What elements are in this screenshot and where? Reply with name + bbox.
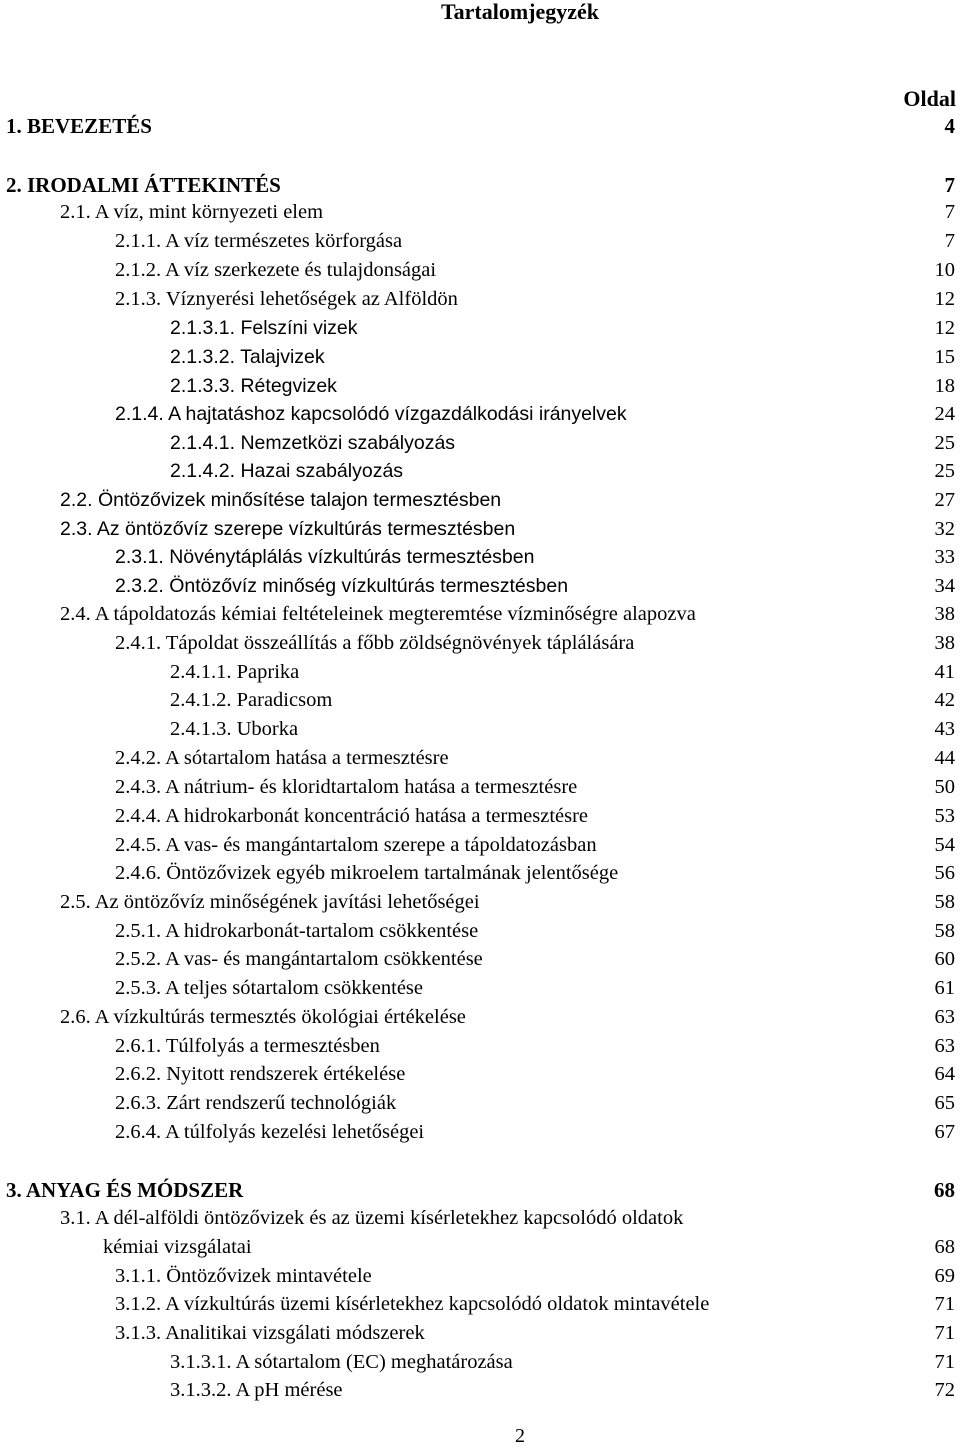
toc-entry-label: 3.1.2. A vízkultúrás üzemi kísérletekhez kapcsolódó oldatok mintavétele — [115, 1293, 710, 1315]
toc-entry-page: 33 — [934, 546, 955, 568]
toc-entry-page: 43 — [934, 718, 955, 740]
toc-entry-page: 50 — [934, 776, 955, 798]
toc-entry-page: 34 — [934, 575, 955, 597]
page-title: Tartalomjegyzék — [440, 0, 600, 24]
toc-entry-label: 2.4.4. A hidrokarbonát koncentráció hatása a termesztésre — [115, 805, 589, 827]
toc-entry-label: 2.6.2. Nyitott rendszerek értékelése — [115, 1063, 406, 1085]
toc-entry-page: 44 — [934, 747, 955, 769]
toc-entry — [0, 486, 960, 515]
toc-entry-label: 2.1.3. Víznyerési lehetőségek az Alföldön — [115, 288, 458, 310]
toc-entry-page: 7 — [944, 173, 955, 197]
toc-entry-label: 2.5.3. A teljes sótartalom csökkentése — [115, 977, 424, 999]
toc-entry-label: 2.6.1. Túlfolyás a termesztésben — [115, 1035, 380, 1057]
toc-entry-label: 2.1.3.1. Felszíni vizek — [170, 317, 358, 339]
toc-entry — [0, 600, 960, 629]
page-number: 2 — [515, 1425, 525, 1447]
toc-entry-page: 61 — [934, 977, 955, 999]
toc-entry-page: 71 — [934, 1322, 955, 1344]
toc-entry-label: 2.1. A víz, mint környezeti elem — [60, 201, 324, 223]
toc-entry-label: 2.5.1. A hidrokarbonát-tartalom csökkentése — [115, 920, 479, 942]
toc-entry — [0, 945, 960, 974]
toc-entry-label: 2.1.4. A hajtatáshoz kapcsolódó vízgazdálkodási irányelvek — [115, 403, 627, 425]
toc-entry-page: 72 — [934, 1379, 955, 1401]
toc-entry-label: 2. IRODALMI ÁTTEKINTÉS — [6, 173, 281, 197]
toc-entry-page: 54 — [934, 834, 955, 856]
toc-entry — [0, 859, 960, 888]
toc-entry — [0, 1376, 960, 1405]
toc-entry — [0, 1262, 960, 1291]
toc-entry-label: 2.5.2. A vas- és mangántartalom csökkentése — [115, 948, 483, 970]
toc-entry-page: 32 — [934, 518, 955, 540]
toc-entry-label: 3.1.3. Analitikai vizsgálati módszerek — [115, 1322, 425, 1344]
toc-entry-label: 2.4.1.3. Uborka — [170, 718, 299, 740]
toc-entry-page: 63 — [934, 1035, 955, 1057]
toc-entry-label: 2.4.1. Tápoldat összeállítás a főbb zöldségnövények táplálására — [115, 632, 635, 654]
toc-entry — [0, 802, 960, 831]
toc-entry-label: 2.5. Az öntözővíz minőségének javítási lehetőségei — [60, 891, 480, 913]
toc-entry-page: 24 — [934, 403, 955, 425]
toc-entry-label: 1. BEVEZETÉS — [6, 114, 152, 138]
toc-entry-page: 68 — [934, 1178, 955, 1202]
toc-entry-page: 27 — [934, 489, 955, 511]
toc-entry-label: 2.4.3. A nátrium- és kloridtartalom hatása a termesztésre — [115, 776, 578, 798]
toc-entry — [0, 1204, 960, 1233]
toc-entry-label: 3.1.1. Öntözővizek mintavétele — [115, 1265, 372, 1287]
toc-entry-label: 2.4.6. Öntözővizek egyéb mikroelem tartalmának jelentősége — [115, 862, 619, 884]
toc-entry-page: 60 — [934, 948, 955, 970]
toc-entry-label: kémiai vizsgálatai — [103, 1236, 252, 1258]
toc-entry-page: 25 — [934, 432, 955, 454]
toc-entry — [0, 343, 960, 372]
toc-entry-page: 71 — [934, 1351, 955, 1373]
toc-entry-label: 2.6.4. A túlfolyás kezelési lehetőségei — [115, 1121, 425, 1143]
toc-entry-page: 38 — [934, 632, 955, 654]
toc-entry-label: 2.2. Öntözővizek minősítése talajon termesztésben — [60, 489, 502, 511]
toc-entry — [0, 1118, 960, 1147]
toc-entry-label: 2.3.1. Növénytáplálás vízkultúrás termesztésben — [115, 546, 535, 568]
toc-entry — [0, 629, 960, 658]
toc-entry-label: 2.1.4.2. Hazai szabályozás — [170, 460, 404, 482]
toc-entry — [0, 112, 960, 141]
toc-entry-label: 2.6.3. Zárt rendszerű technológiák — [115, 1092, 397, 1114]
toc-entry-page: 18 — [934, 375, 955, 397]
toc-entry — [0, 1060, 960, 1089]
toc-entry — [0, 715, 960, 744]
toc-entry-label: 3.1.3.2. A pH mérése — [170, 1379, 343, 1401]
toc-entry-page: 58 — [934, 891, 955, 913]
toc-entry — [0, 515, 960, 544]
toc-entry-label: 2.1.3.3. Rétegvizek — [170, 375, 337, 397]
toc-entry-page: 7 — [944, 201, 955, 223]
toc-entry — [0, 543, 960, 572]
toc-entry — [0, 457, 960, 486]
toc-entry — [0, 1233, 960, 1262]
toc-entry-page: 69 — [934, 1265, 955, 1287]
toc-entry — [0, 744, 960, 773]
toc-entry — [0, 1032, 960, 1061]
toc-entry-page: 15 — [934, 346, 955, 368]
toc-entry — [0, 227, 960, 256]
toc-entry — [0, 1348, 960, 1377]
toc-entry — [0, 917, 960, 946]
toc-entry-page: 53 — [934, 805, 955, 827]
toc-entry — [0, 429, 960, 458]
toc-entry-page: 56 — [934, 862, 955, 884]
toc-entry-page: 65 — [934, 1092, 955, 1114]
toc-entry — [0, 686, 960, 715]
toc-entry — [0, 888, 960, 917]
toc-entry-label: 2.3. Az öntözővíz szerepe vízkultúrás termesztésben — [60, 518, 516, 540]
toc-entry-label: 2.4.5. A vas- és mangántartalom szerepe a tápoldatozásban — [115, 834, 597, 856]
toc-entry-label: 3.1. A dél-alföldi öntözővizek és az üzemi kísérletekhez kapcsolódó oldatok — [60, 1207, 684, 1229]
toc-entry-page: 71 — [934, 1293, 955, 1315]
toc-entry-label: 3.1.3.1. A sótartalom (EC) meghatározása — [170, 1351, 513, 1373]
toc-entry-label: 2.4.2. A sótartalom hatása a termesztésre — [115, 747, 449, 769]
toc-entry — [0, 1176, 960, 1205]
toc-entry — [0, 285, 960, 314]
toc-entry — [0, 1319, 960, 1348]
toc-entry-label: 2.1.3.2. Talajvizek — [170, 346, 325, 368]
toc-entry — [0, 1089, 960, 1118]
toc-entry-page: 7 — [944, 230, 955, 252]
toc-entry-page: 42 — [934, 689, 955, 711]
page-column-header: Oldal — [903, 86, 956, 111]
toc-entry-label: 3. ANYAG ÉS MÓDSZER — [6, 1178, 244, 1202]
toc-entry — [0, 974, 960, 1003]
toc-entry — [0, 171, 960, 200]
toc-entry-page: 4 — [944, 114, 955, 138]
toc-entry — [0, 658, 960, 687]
toc-entry — [0, 831, 960, 860]
toc-entry — [0, 773, 960, 802]
toc-entry-page: 10 — [934, 259, 955, 281]
toc-entry-page: 67 — [934, 1121, 955, 1143]
toc-entry — [0, 256, 960, 285]
toc-entry-label: 2.1.4.1. Nemzetközi szabályozás — [170, 432, 456, 454]
toc-entry — [0, 314, 960, 343]
toc-entry-page: 58 — [934, 920, 955, 942]
toc-entry-page: 12 — [934, 317, 955, 339]
toc-entry-page: 63 — [934, 1006, 955, 1028]
toc-entry — [0, 572, 960, 601]
toc-entry — [0, 1003, 960, 1032]
toc-entry — [0, 198, 960, 227]
toc-entry-label: 2.1.2. A víz szerkezete és tulajdonságai — [115, 259, 437, 281]
toc-entry-label: 2.6. A vízkultúrás termesztés ökológiai értékelése — [60, 1006, 466, 1028]
toc-entry — [0, 400, 960, 429]
toc-entry-page: 25 — [934, 460, 955, 482]
toc-entry-label: 2.1.1. A víz természetes körforgása — [115, 230, 403, 252]
toc-entry — [0, 372, 960, 401]
toc-entry-label: 2.4.1.1. Paprika — [170, 661, 300, 683]
toc-entry-page: 12 — [934, 288, 955, 310]
toc-entry-page: 64 — [934, 1063, 955, 1085]
toc-entry-page: 38 — [934, 603, 955, 625]
toc-entry — [0, 1290, 960, 1319]
toc-entry-page: 41 — [934, 661, 955, 683]
toc-entry-label: 2.4. A tápoldatozás kémiai feltételeinek megteremtése vízminőségre alapozva — [60, 603, 696, 625]
toc-entry-label: 2.3.2. Öntözővíz minőség vízkultúrás termesztésben — [115, 575, 569, 597]
toc-entry-label: 2.4.1.2. Paradicsom — [170, 689, 333, 711]
toc-entry-page: 68 — [934, 1236, 955, 1258]
